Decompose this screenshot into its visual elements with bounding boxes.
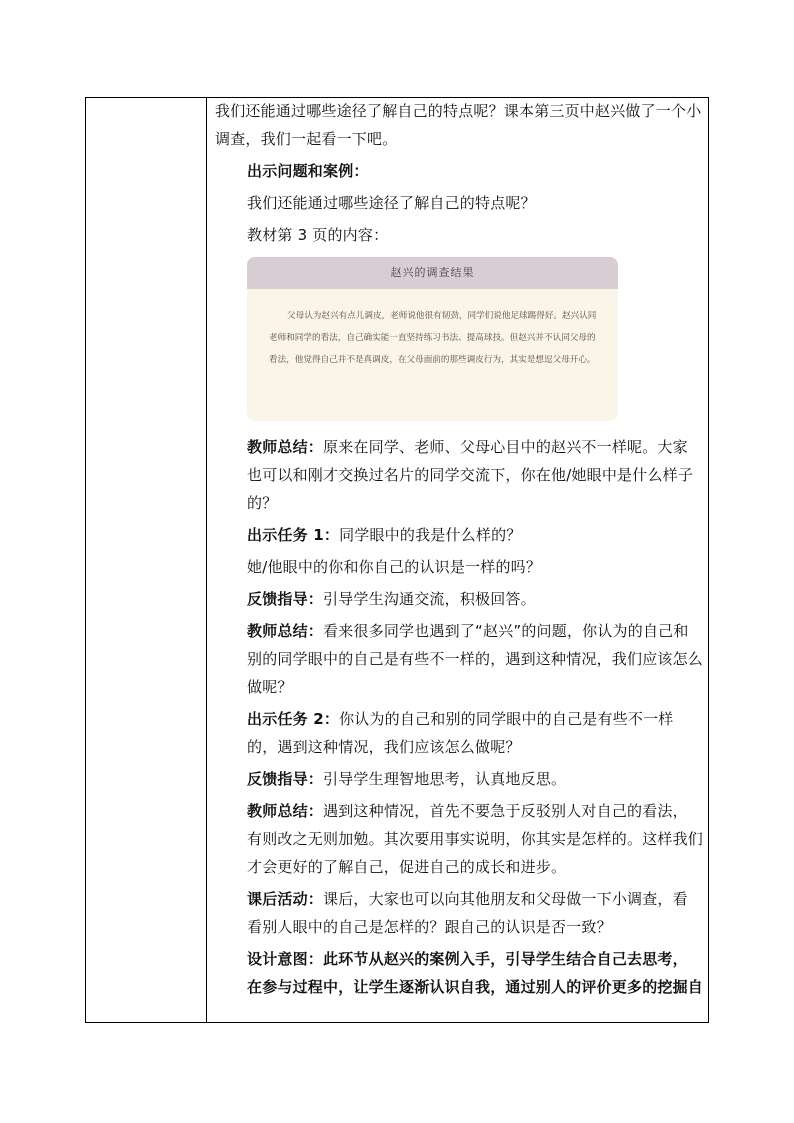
paragraph-text: 原来在同学、老师、父母心目中的赵兴不一样呢。大家也可以和刚才交换过名片的同学交流下，你在他/她眼中是什么样子的？ bbox=[247, 438, 694, 512]
section-label: 出示问题和案例： bbox=[247, 162, 369, 180]
paragraph-text: 课后，大家也可以向其他朋友和父母做一下小调查，看看别人眼中的自己是怎样的？跟自己的认识是否一致？ bbox=[247, 890, 688, 936]
paragraph-text: 你认为的自己和别的同学眼中的自己是有些不一样的，遇到这种情况，我们应该怎么做呢？ bbox=[247, 710, 674, 756]
paragraph-label: 教师总结： bbox=[247, 622, 324, 640]
paragraph-text: 引导学生理智地思考，认真地反思。 bbox=[323, 770, 567, 788]
paragraph bbox=[215, 521, 703, 549]
paragraph bbox=[215, 433, 703, 517]
paragraph-text: 同学眼中的我是什么样的？ bbox=[339, 526, 522, 544]
paragraph bbox=[215, 617, 703, 701]
paragraph-label: 课后活动： bbox=[247, 890, 324, 908]
paragraph-label: 出示任务 2： bbox=[247, 710, 340, 728]
paragraph-label: 反馈指导： bbox=[247, 590, 324, 608]
paragraph bbox=[215, 705, 703, 761]
paragraph-label: 出示任务 1： bbox=[247, 526, 340, 544]
paragraph-label: 教师总结： bbox=[247, 438, 324, 456]
column-divider bbox=[206, 97, 207, 1023]
paragraph-label: 反馈指导： bbox=[247, 770, 324, 788]
paragraph-label: 设计意图： bbox=[247, 950, 324, 968]
paragraph bbox=[215, 585, 703, 613]
card-title: 赵兴的调查结果 bbox=[247, 257, 618, 289]
paragraph-text: 看来很多同学也遇到了“赵兴”的问题，你认为的自己和别的同学眼中的自己是有些不一样的，遇到这种情况，我们应该怎么做呢？ bbox=[247, 622, 704, 696]
lesson-content bbox=[215, 97, 703, 1001]
paragraph bbox=[215, 945, 703, 1001]
paragraph bbox=[215, 765, 703, 793]
paragraph: 我们还能通过哪些途径了解自己的特点呢？ bbox=[247, 194, 536, 212]
paragraph-text: 引导学生沟通交流，积极回答。 bbox=[323, 590, 536, 608]
paragraph bbox=[215, 885, 703, 941]
paragraph: 她/他眼中的你和你自己的认识是一样的吗？ bbox=[247, 558, 542, 576]
paragraph-label: 教师总结： bbox=[247, 802, 324, 820]
card-body: 父母认为赵兴有点儿调皮，老师说他很有韧劲，同学们说他足球踢得好。赵兴认同老师和同学的看法，自己确实能一直坚持练习书法、提高球技。但赵兴并不认同父母的看法，他觉得自己并不是真调皮，在父母面前的那些调皮行为，其实是想逗父母开心。 bbox=[269, 311, 597, 365]
paragraph-text: 遇到这种情况，首先不要急于反驳别人对自己的看法，有则改之无则加勉。其次要用事实说明，你其实是怎样的。这样我们才会更好的了解自己，促进自己的成长和进步。 bbox=[247, 802, 704, 876]
paragraph: 我们还能通过哪些途径了解自己的特点呢？课本第三页中赵兴做了一个小调查，我们一起看一下吧。 bbox=[215, 102, 702, 148]
paragraph: 教材第 3 页的内容： bbox=[247, 226, 389, 244]
paragraph bbox=[215, 797, 703, 881]
paragraph-text: 此环节从赵兴的案例入手，引导学生结合自己去思考，在参与过程中，让学生逐渐认识自我，通过别人的评价更多的挖掘自 bbox=[247, 950, 704, 996]
survey-card bbox=[247, 257, 618, 421]
